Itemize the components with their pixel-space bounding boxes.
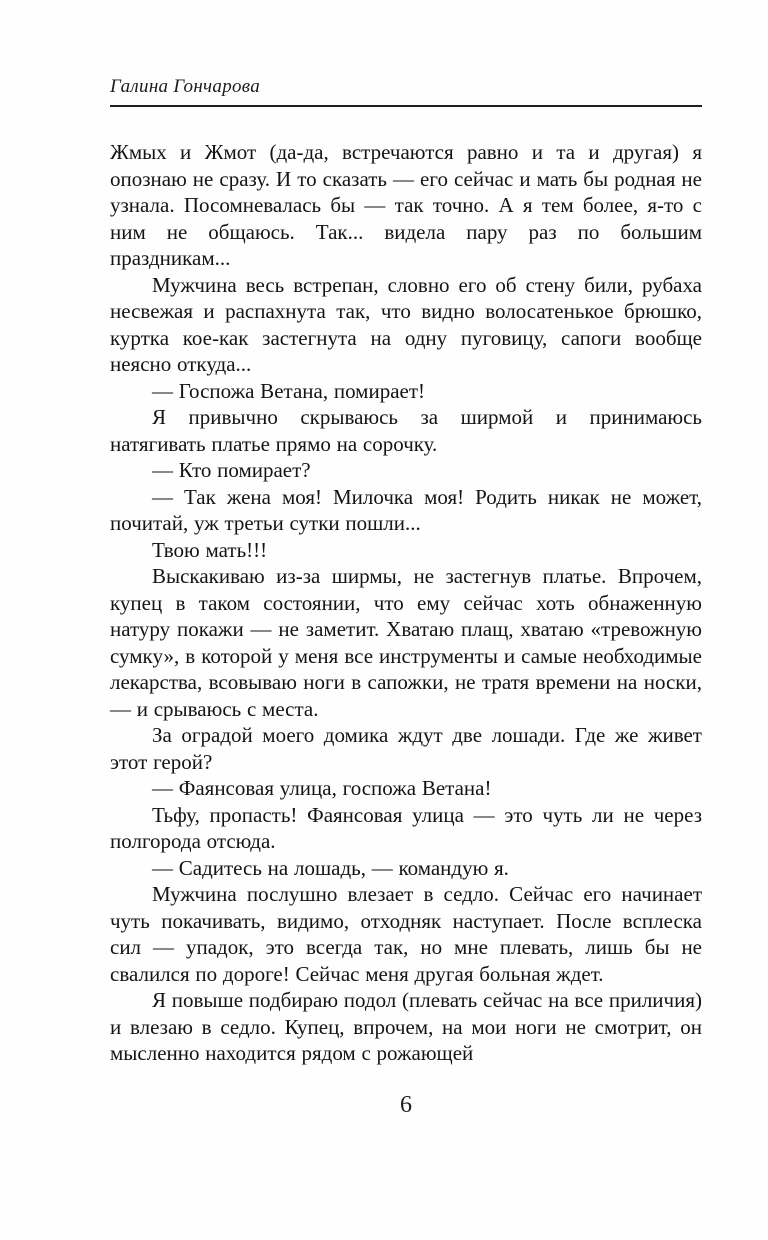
paragraph: Я повыше подбираю подол (плевать сейчас на все приличия) и влезаю в седло. Купец, впрочем, на мои ноги не смотрит, он мысленно находится рядом с рожающей (110, 988, 702, 1065)
body-text (110, 139, 702, 1067)
paragraph: Тьфу, пропасть! Фаянсовая улица — это чуть ли не через полгорода отсюда. (110, 802, 702, 853)
author-name: Галина Гончарова (110, 76, 261, 97)
paragraph: Мужчина послушно влезает в седло. Сейчас его начинает чуть покачивать, видимо, отходняк наступает. После всплеска сил — упадок, это всегда так, но мне плевать, лишь бы не свалился по дороге! Сейчас меня другая больная ждет. (110, 882, 702, 986)
page-number: 6 (400, 1092, 412, 1118)
paragraph: — Кто помирает? (152, 458, 311, 482)
paragraph: Жмых и Жмот (да-да, встречаются равно и та и другая) я опознаю не сразу. И то сказать — его сейчас и мать бы родная не узнала. Посомневалась бы — так точно. А я тем более, я-то с ним не общаюсь. Так... видела пару раз по большим праздникам... (110, 140, 702, 270)
paragraph: Твою мать!!! (152, 537, 268, 562)
paragraph: За оградой моего домика ждут две лошади. Где же живет этот герой? (110, 723, 702, 774)
paragraph: Мужчина весь встрепан, словно его об стену били, рубаха несвежая и распахнута так, что видно волосатенькое брюшко, куртка кое-как застегнута на одну пуговицу, сапоги вообще неясно откуда... (110, 272, 702, 376)
paragraph: — Фаянсовая улица, госпожа Ветана! (152, 776, 492, 800)
paragraph: — Так жена моя! Милочка моя! Родить никак не может, почитай, уж третьи сутки пошли... (110, 484, 702, 535)
paragraph: Выскакиваю из-за ширмы, не застегнув платье. Впрочем, купец в таком состоянии, что ему сейчас хоть обнаженную натуру покажи — не заметит. Хватаю плащ, хватаю «тревожную сумку», в которой у меня все инструменты и самые необходимые лекарства, всовываю ноги в сапожки, не тратя времени на носки, — и срываюсь с места. (110, 564, 702, 721)
paragraph: Я привычно скрываюсь за ширмой и принимаюсь натягивать платье прямо на сорочку. (110, 405, 702, 456)
running-header (110, 76, 702, 107)
header-rule (110, 105, 702, 107)
paragraph: — Госпожа Ветана, помирает! (152, 378, 426, 403)
paragraph: — Садитесь на лошадь, — командую я. (152, 855, 509, 880)
